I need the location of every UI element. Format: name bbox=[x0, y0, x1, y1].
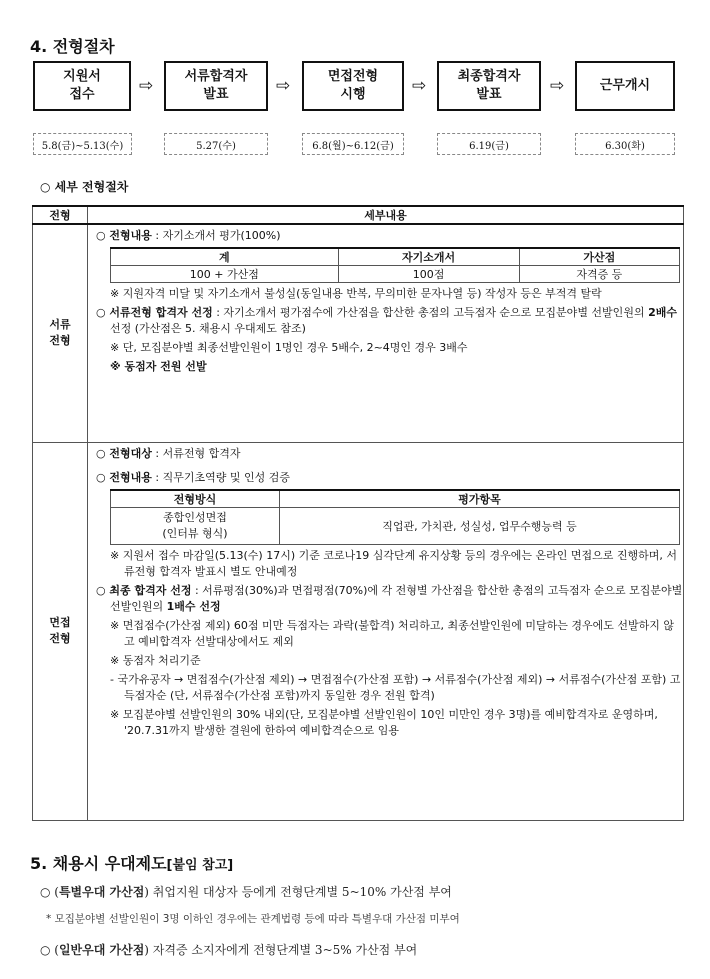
arrow-icon: ⇨ bbox=[550, 76, 565, 96]
interview-target-text: : 서류전형 합격자 bbox=[151, 446, 241, 460]
doc-select-label: ○ 서류전형 합격자 선정 bbox=[96, 306, 213, 319]
tie-break-rule: - 국가유공자 → 면접점수(가산점 제외) → 면접점수(가산점 포함) → 서류점수(가산점 제외) → 서류점수(가산점 포함) 고득점자순 (단, 서류점수(가산점 포함)까지 동일한 경우 전원 합격) bbox=[110, 672, 681, 702]
doc-content-text: : 자기소개서 평가(100%) bbox=[151, 229, 281, 242]
score-header-total: 계 bbox=[111, 248, 339, 266]
score-bonus: 자격증 등 bbox=[519, 266, 679, 283]
interview-target-line bbox=[88, 446, 683, 462]
interview-content-text: : 직무기초역량 및 인성 검증 bbox=[151, 470, 291, 484]
interview-note-2: ※ 면접점수(가산점 제외) 60점 미만 득점자는 과락(불합격) 처리하고, 최종선발인원에 미달하는 경우에도 선발하지 않고 예비합격자 선발대상에서도 제외 bbox=[110, 618, 675, 648]
step-start-work: 근무개시 bbox=[575, 61, 675, 111]
interview-note-4: ※ 모집분야별 선발인원의 30% 내외(단, 모집분야별 선발인원이 10인 미만인 경우 3명)를 예비합격자로 운영하며, '20.7.31까지 발생한 결원에 한하여 예비합격순으로 임용 bbox=[110, 707, 658, 737]
arrow-icon: ⇨ bbox=[412, 76, 427, 96]
section-5-title-text: 5. 채용시 우대제도 bbox=[30, 854, 167, 873]
doc-score-table bbox=[110, 247, 680, 283]
doc-note-3: ※ 동점자 전원 선발 bbox=[110, 360, 207, 373]
interview-content-line bbox=[88, 470, 683, 486]
interview-detail-cell bbox=[88, 442, 684, 821]
step-doc-result: 서류합격자 발표 bbox=[164, 61, 268, 111]
final-select-text: : 서류평점(30%)과 면접평점(70%)에 각 전형별 가산점을 합산한 총점의 고득점자 순으로 모집분야별 선발인원의 bbox=[110, 583, 683, 613]
doc-note-1: ※ 지원자격 미달 및 자기소개서 불성실(동일내용 반복, 무의미한 문자나열 등) 작성자 등은 부적격 탈락 bbox=[110, 287, 602, 300]
special-bonus-label: 특별우대 가산점 bbox=[58, 885, 145, 899]
date-application: 5.8(금)~5.13(수) bbox=[33, 133, 132, 155]
date-final-result: 6.19(금) bbox=[437, 133, 541, 155]
items-header: 평가항목 bbox=[280, 490, 680, 508]
section-5-title-suffix: [붙임 참고] bbox=[166, 858, 234, 873]
section-5-title bbox=[30, 851, 233, 874]
date-start-work: 6.30(화) bbox=[575, 133, 675, 155]
items-value: 직업관, 가치관, 성실성, 업무수행능력 등 bbox=[280, 507, 680, 544]
step-application: 지원서 접수 bbox=[33, 61, 131, 111]
score-total: 100 + 가산점 bbox=[111, 266, 339, 283]
final-select-label: ○ 최종 합격자 선정 bbox=[96, 583, 192, 597]
doc-content-line bbox=[88, 228, 683, 244]
doc-note-2: ※ 단, 모집분야별 최종선발인원이 1명인 경우 5배수, 2~4명인 경우 3배수 bbox=[110, 341, 468, 354]
header-type: 전형 bbox=[33, 206, 88, 224]
step-final-result: 최종합격자 발표 bbox=[437, 61, 541, 111]
doc-select-multiple: 2배수 bbox=[648, 306, 677, 319]
special-bonus-line bbox=[40, 883, 452, 900]
general-prefix: ○ ( bbox=[40, 943, 59, 957]
doc-select-text-1: : 자기소개서 평가점수에 가산점을 합산한 총점의 고득점자 순으로 모집분야별 선발인원의 bbox=[212, 306, 649, 319]
step-interview: 면접전형 시행 bbox=[302, 61, 404, 111]
date-doc-result: 5.27(수) bbox=[164, 133, 268, 155]
header-detail: 세부내용 bbox=[88, 206, 684, 224]
special-bonus-text: ) 취업지원 대상자 등에게 전형단계별 5~10% 가산점 부여 bbox=[144, 885, 452, 899]
general-bonus-text: ) 자격증 소지자에게 전형단계별 3~5% 가산점 부여 bbox=[144, 943, 418, 957]
final-select-multiple: 1배수 선정 bbox=[166, 599, 221, 613]
doc-detail-cell bbox=[88, 224, 684, 442]
general-bonus-label: 일반우대 가산점 bbox=[58, 943, 145, 957]
doc-content-label: ○ 전형내용 bbox=[96, 229, 152, 242]
detail-procedure-title: ○ 세부 전형절차 bbox=[40, 180, 129, 194]
section-4-title: 4. 전형절차 bbox=[30, 37, 115, 56]
interview-final-line bbox=[88, 583, 683, 615]
doc-select-text-2: 선정 (가산점은 5. 채용시 우대제도 참조) bbox=[110, 322, 306, 335]
type-document: 서류 전형 bbox=[33, 224, 88, 442]
score-header-bonus: 가산점 bbox=[519, 248, 679, 266]
score-intro: 100점 bbox=[338, 266, 519, 283]
interview-method-table bbox=[110, 489, 680, 545]
interview-note-3: ※ 동점자 처리기준 bbox=[110, 653, 201, 667]
date-interview: 6.8(월)~6.12(금) bbox=[302, 133, 404, 155]
general-bonus-line bbox=[40, 941, 417, 958]
method-header: 전형방식 bbox=[111, 490, 280, 508]
interview-note-1: ※ 지원서 접수 마감일(5.13(수) 17시) 기준 코로나19 심각단계 유지상황 등의 경우에는 온라인 면접으로 진행하며, 서류전형 합격자 발표시 별도 안내예정 bbox=[110, 548, 677, 578]
arrow-icon: ⇨ bbox=[139, 76, 154, 96]
type-interview: 면접 전형 bbox=[33, 442, 88, 821]
interview-content-label: ○ 전형내용 bbox=[96, 470, 152, 484]
arrow-icon: ⇨ bbox=[276, 76, 291, 96]
procedure-table bbox=[32, 205, 684, 821]
interview-target-label: ○ 전형대상 bbox=[96, 446, 152, 460]
special-bonus-note: * 모집분야별 선발인원이 3명 이하인 경우에는 관계법령 등에 따라 특별우대 가산점 미부여 bbox=[46, 913, 460, 925]
score-header-intro: 자기소개서 bbox=[338, 248, 519, 266]
special-prefix: ○ ( bbox=[40, 885, 59, 899]
method-value: 종합인성면접 (인터뷰 형식) bbox=[111, 507, 280, 544]
doc-select-line bbox=[88, 305, 683, 337]
